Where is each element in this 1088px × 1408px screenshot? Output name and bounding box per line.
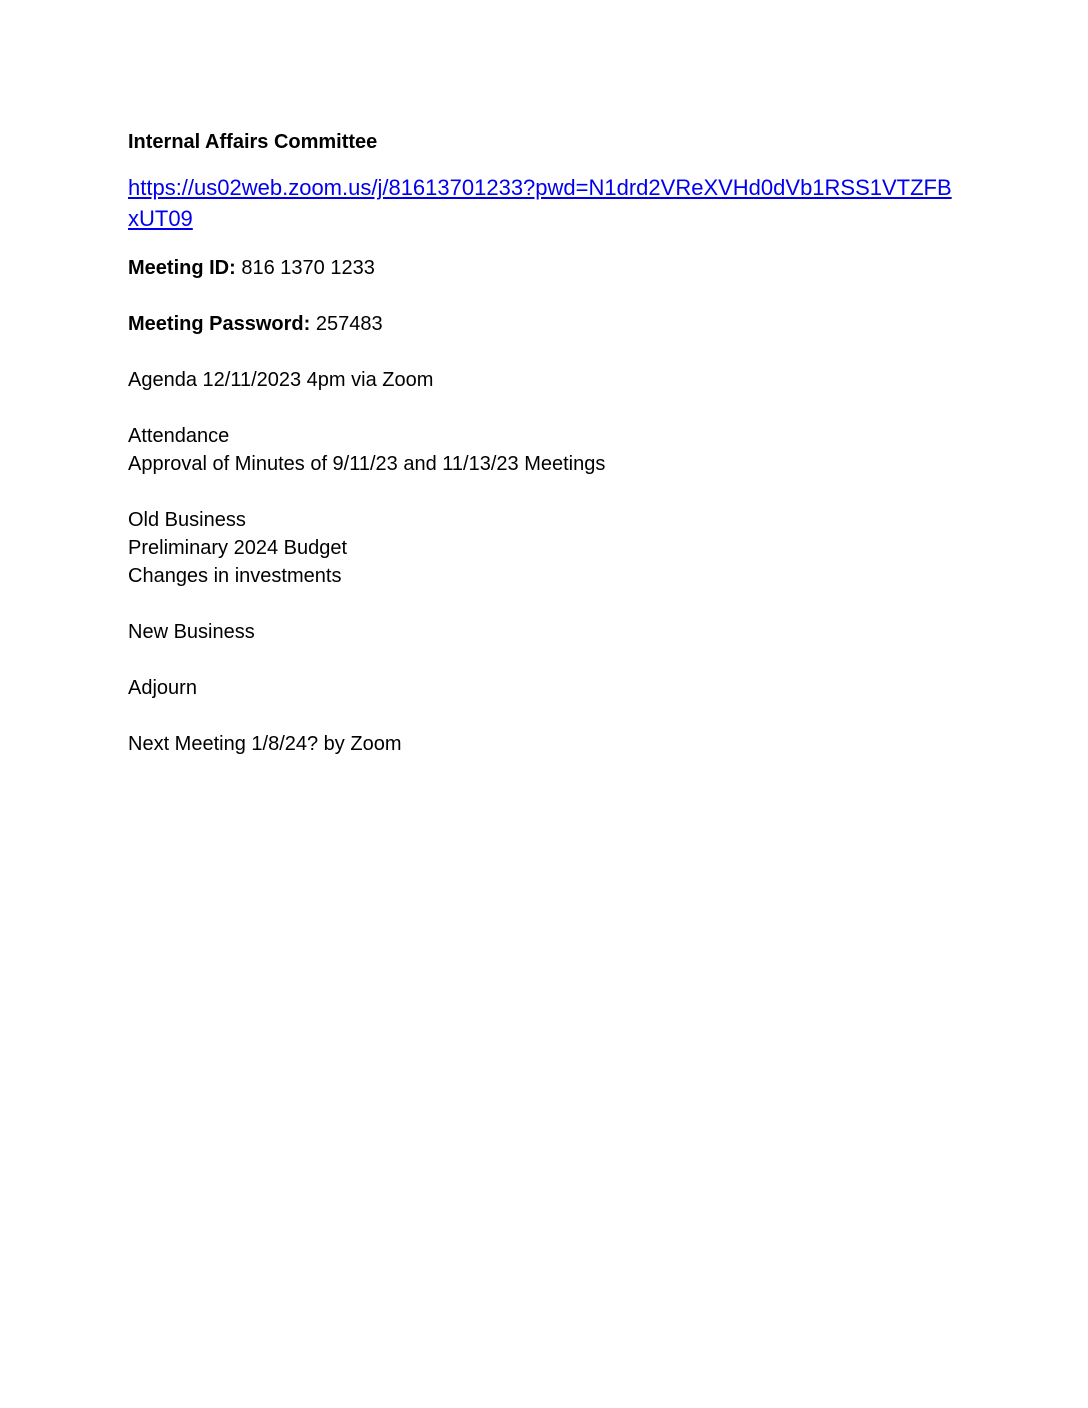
meeting-id-value: 816 1370 1233	[241, 257, 375, 279]
zoom-meeting-link[interactable]: https://us02web.zoom.us/j/81613701233?pwd=N1drd2VReXVHd0dVb1RSS1VTZFBxUT09	[128, 175, 952, 231]
new-business-heading: New Business	[128, 621, 255, 643]
old-business-item: Changes in investments	[128, 565, 342, 587]
agenda-line: Agenda 12/11/2023 4pm via Zoom	[128, 369, 434, 391]
meeting-password-label: Meeting Password:	[128, 313, 311, 335]
document-title: Internal Affairs Committee	[128, 131, 378, 153]
document-content	[128, 128, 968, 758]
attendance-item: Attendance	[128, 425, 230, 447]
approval-item: Approval of Minutes of 9/11/23 and 11/13/23 Meetings	[128, 453, 606, 475]
adjourn-item: Adjourn	[128, 677, 197, 699]
attendance-section	[128, 422, 968, 478]
meeting-password-value: 257483	[315, 313, 383, 335]
old-business-heading: Old Business	[128, 509, 246, 531]
next-meeting-line: Next Meeting 1/8/24? by Zoom	[128, 733, 402, 755]
meeting-id-label: Meeting ID:	[128, 257, 236, 279]
old-business-section	[128, 506, 968, 590]
meeting-password-row	[128, 310, 968, 338]
meeting-id-row	[128, 254, 968, 282]
old-business-item: Preliminary 2024 Budget	[128, 537, 348, 559]
